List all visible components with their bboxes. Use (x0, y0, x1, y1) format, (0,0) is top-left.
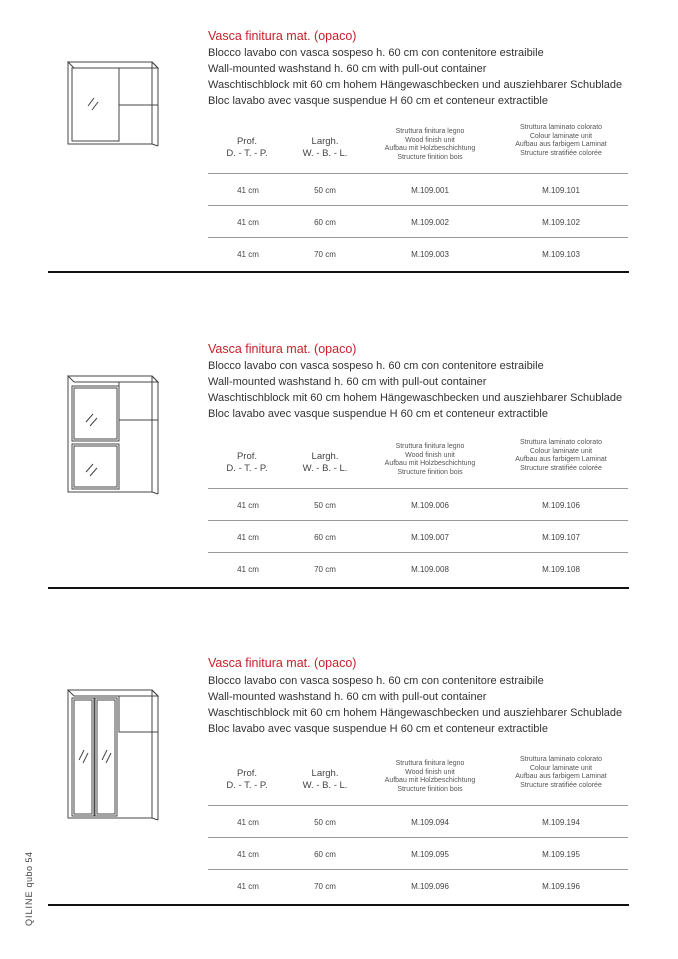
section-bottom-rule (48, 271, 629, 273)
section-description (208, 45, 622, 109)
section-title: Vasca finitura mat. (opaco) (208, 656, 357, 670)
cell-depth: 41 cm (237, 818, 259, 827)
row-divider (208, 488, 628, 489)
section-title: Vasca finitura mat. (opaco) (208, 29, 357, 43)
cell-laminate-code: M.109.107 (542, 533, 580, 542)
header-width: Largh. W. - B. - L. (302, 451, 348, 474)
cell-depth: 41 cm (237, 882, 259, 891)
cell-depth: 41 cm (237, 565, 259, 574)
cell-width: 70 cm (314, 565, 336, 574)
row-divider (208, 520, 628, 521)
cell-width: 70 cm (314, 250, 336, 259)
cell-width: 50 cm (314, 186, 336, 195)
cell-wood-code: M.109.096 (411, 882, 449, 891)
section-title: Vasca finitura mat. (opaco) (208, 342, 357, 356)
header-laminate: Struttura laminato colorato Colour laminate unit Aufbau aus farbigem Laminat Structure stratifiée colorée (515, 756, 607, 789)
desc-de: Waschtischblock mit 60 cm hohem Hängewaschbecken und ausziehbarer Schublade (208, 79, 623, 91)
cell-depth: 41 cm (237, 186, 259, 195)
row-divider (208, 205, 628, 206)
row-divider (208, 173, 628, 174)
cell-laminate-code: M.109.101 (542, 186, 580, 195)
cell-laminate-code: M.109.102 (542, 218, 580, 227)
section-bottom-rule (48, 904, 629, 906)
cabinet-illustration-drawer (60, 56, 164, 152)
cell-wood-code: M.109.094 (411, 818, 449, 827)
desc-fr: Bloc lavabo avec vasque suspendue H 60 cm et conteneur extractible (208, 723, 548, 735)
section-description (208, 673, 622, 737)
cell-wood-code: M.109.007 (411, 533, 449, 542)
desc-en: Wall-mounted washstand h. 60 cm with pull-out container (208, 691, 487, 703)
page-number: qubo 54 (24, 851, 34, 888)
desc-it: Blocco lavabo con vasca sospeso h. 60 cm con contenitore estraibile (208, 47, 544, 59)
desc-fr: Bloc lavabo avec vasque suspendue H 60 cm et conteneur extractible (208, 408, 548, 420)
cell-wood-code: M.109.095 (411, 850, 449, 859)
desc-it: Blocco lavabo con vasca sospeso h. 60 cm con contenitore estraibile (208, 360, 544, 372)
cabinet-illustration-double-doors (60, 684, 164, 824)
cell-wood-code: M.109.008 (411, 565, 449, 574)
cell-laminate-code: M.109.106 (542, 501, 580, 510)
page-footer (24, 836, 34, 926)
row-divider (208, 552, 628, 553)
header-wood: Struttura finitura legno Wood finish unit Aufbau mit Holzbeschichtung Structure finition bois (384, 443, 476, 476)
row-divider (208, 237, 628, 238)
header-wood: Struttura finitura legno Wood finish unit Aufbau mit Holzbeschichtung Structure finition bois (384, 760, 476, 793)
cell-depth: 41 cm (237, 250, 259, 259)
desc-de: Waschtischblock mit 60 cm hohem Hängewaschbecken und ausziehbarer Schublade (208, 392, 623, 404)
desc-en: Wall-mounted washstand h. 60 cm with pull-out container (208, 376, 487, 388)
cell-laminate-code: M.109.196 (542, 882, 580, 891)
brand-name: QILINE (24, 890, 34, 926)
cell-depth: 41 cm (237, 218, 259, 227)
header-width: Largh. W. - B. - L. (302, 768, 348, 791)
cell-width: 60 cm (314, 533, 336, 542)
cell-width: 70 cm (314, 882, 336, 891)
cabinet-illustration-two-glass-panels (60, 370, 164, 496)
cell-width: 50 cm (314, 818, 336, 827)
cell-laminate-code: M.109.108 (542, 565, 580, 574)
desc-it: Blocco lavabo con vasca sospeso h. 60 cm con contenitore estraibile (208, 675, 544, 687)
cell-laminate-code: M.109.195 (542, 850, 580, 859)
header-laminate: Struttura laminato colorato Colour laminate unit Aufbau aus farbigem Laminat Structure stratifiée colorée (515, 439, 607, 472)
cell-width: 60 cm (314, 218, 336, 227)
row-divider (208, 805, 628, 806)
header-wood: Struttura finitura legno Wood finish unit Aufbau mit Holzbeschichtung Structure finition bois (384, 128, 476, 161)
section-bottom-rule (48, 587, 629, 589)
section-description (208, 358, 622, 422)
cell-wood-code: M.109.003 (411, 250, 449, 259)
cell-depth: 41 cm (237, 850, 259, 859)
desc-en: Wall-mounted washstand h. 60 cm with pull-out container (208, 63, 487, 75)
cell-width: 60 cm (314, 850, 336, 859)
desc-fr: Bloc lavabo avec vasque suspendue H 60 cm et conteneur extractible (208, 95, 548, 107)
header-depth: Prof. D. - T. - P. (226, 136, 268, 159)
row-divider (208, 869, 628, 870)
cell-laminate-code: M.109.103 (542, 250, 580, 259)
header-width: Largh. W. - B. - L. (302, 136, 348, 159)
header-depth: Prof. D. - T. - P. (226, 768, 268, 791)
header-depth: Prof. D. - T. - P. (226, 451, 268, 474)
cell-wood-code: M.109.001 (411, 186, 449, 195)
cell-laminate-code: M.109.194 (542, 818, 580, 827)
cell-depth: 41 cm (237, 501, 259, 510)
cell-depth: 41 cm (237, 533, 259, 542)
cell-width: 50 cm (314, 501, 336, 510)
cell-wood-code: M.109.002 (411, 218, 449, 227)
cell-wood-code: M.109.006 (411, 501, 449, 510)
desc-de: Waschtischblock mit 60 cm hohem Hängewaschbecken und ausziehbarer Schublade (208, 707, 623, 719)
row-divider (208, 837, 628, 838)
header-laminate: Struttura laminato colorato Colour laminate unit Aufbau aus farbigem Laminat Structure stratifiée colorée (515, 124, 607, 157)
